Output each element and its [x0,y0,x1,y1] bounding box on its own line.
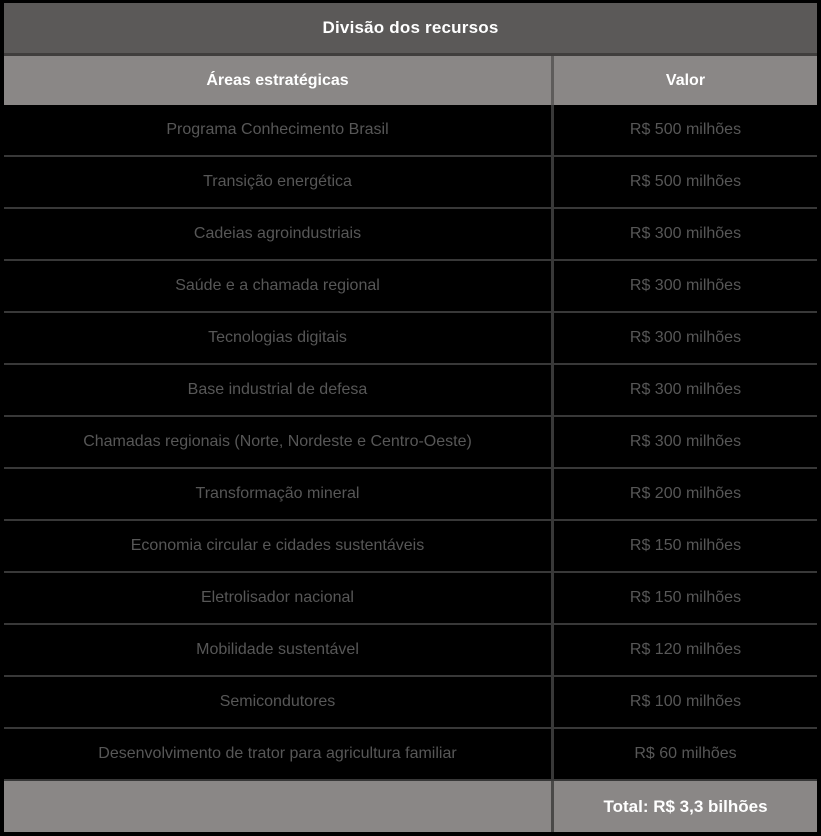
area-cell: Cadeias agroindustriais [193,225,362,242]
valor-cell: R$ 300 milhões [551,261,817,311]
area-cell: Transformação mineral [195,485,360,502]
valor-cell: R$ 300 milhões [551,365,817,415]
area-cell: Programa Conhecimento Brasil [166,121,389,138]
area-cell: Eletrolisador nacional [201,589,354,606]
area-cell: Tecnologias digitais [208,329,347,346]
table-row [4,677,817,729]
table-header-row [4,56,817,105]
table-row [4,261,817,313]
table-row [4,157,817,209]
area-cell: Transição energética [203,173,352,190]
valor-cell: R$ 300 milhões [551,313,817,363]
valor-cell: R$ 200 milhões [551,469,817,519]
column-header-valor: Valor [551,56,817,105]
valor-cell: R$ 500 milhões [551,157,817,207]
table-row [4,105,817,157]
area-cell: Economia circular e cidades sustentáveis [130,537,425,554]
table-row [4,729,817,781]
table-row [4,521,817,573]
total-empty-cell [4,781,551,832]
valor-cell: R$ 60 milhões [551,729,817,779]
valor-cell: R$ 100 milhões [551,677,817,727]
valor-cell: R$ 300 milhões [551,209,817,259]
valor-cell: R$ 150 milhões [551,521,817,571]
area-cell: Chamadas regionais (Norte, Nordeste e Centro-Oeste) [83,433,472,450]
table-row [4,365,817,417]
valor-cell: R$ 300 milhões [551,417,817,467]
table-title: Divisão dos recursos [4,3,817,56]
valor-cell: R$ 150 milhões [551,573,817,623]
area-cell: Mobilidade sustentável [196,641,359,658]
table-row [4,469,817,521]
area-cell: Base industrial de defesa [187,381,368,398]
area-cell: Semicondutores [219,693,336,710]
table-row [4,209,817,261]
column-header-areas: Áreas estratégicas [206,71,349,89]
total-value: Total: R$ 3,3 bilhões [551,781,817,832]
valor-cell: R$ 500 milhões [551,105,817,155]
table-row [4,573,817,625]
valor-cell: R$ 120 milhões [551,625,817,675]
table-row [4,625,817,677]
area-cell: Desenvolvimento de trator para agricultura familiar [98,745,457,762]
table-total-row [4,781,817,832]
area-cell: Saúde e a chamada regional [175,277,380,294]
table-row [4,313,817,365]
table-body [4,105,817,781]
table-row [4,417,817,469]
